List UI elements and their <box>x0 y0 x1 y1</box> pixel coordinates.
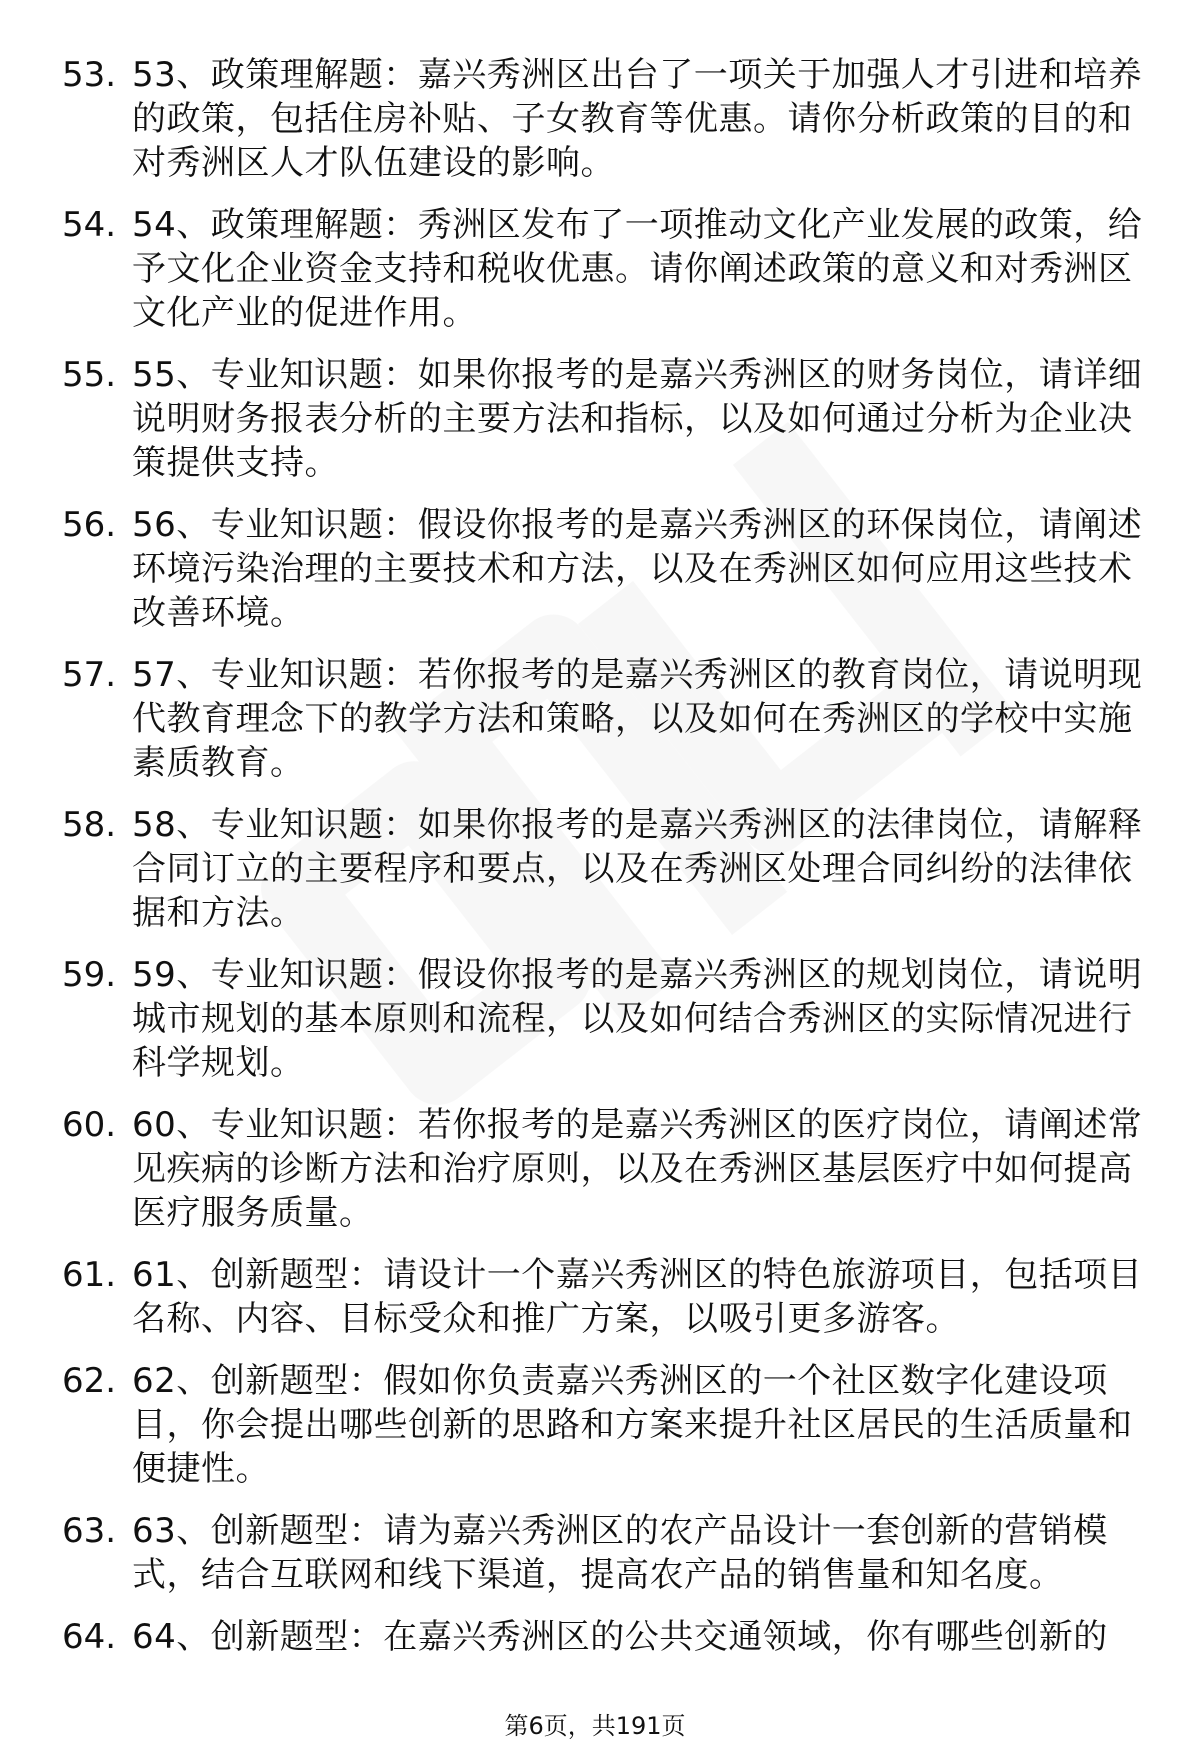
item-number: 56. <box>62 505 117 545</box>
list-item <box>62 1509 1160 1597</box>
question-text: 63、创新题型：请为嘉兴秀洲区的农产品设计一套创新的营销模式，结合互联网和线下渠道，提高农产品的销售量和知名度。 <box>132 1511 1108 1595</box>
item-number: 54. <box>62 205 117 245</box>
list-item <box>62 503 1160 635</box>
list-item <box>62 1103 1160 1235</box>
question-text: 53、政策理解题：嘉兴秀洲区出台了一项关于加强人才引进和培养的政策，包括住房补贴、子女教育等优惠。请你分析政策的目的和对秀洲区人才队伍建设的影响。 <box>132 55 1143 183</box>
page-number-label: 第6页，共191页 <box>504 1712 686 1740</box>
item-number: 53. <box>62 55 117 95</box>
list-item <box>62 1615 1160 1659</box>
list-item <box>62 53 1160 185</box>
question-text: 60、专业知识题：若你报考的是嘉兴秀洲区的医疗岗位，请阐述常见疾病的诊断方法和治疗原则，以及在秀洲区基层医疗中如何提高医疗服务质量。 <box>132 1105 1143 1233</box>
question-text: 61、创新题型：请设计一个嘉兴秀洲区的特色旅游项目，包括项目名称、内容、目标受众和推广方案，以吸引更多游客。 <box>132 1255 1143 1339</box>
question-text: 58、专业知识题：如果你报考的是嘉兴秀洲区的法律岗位，请解释合同订立的主要程序和要点，以及在秀洲区处理合同纠纷的法律依据和方法。 <box>132 805 1143 933</box>
list-item <box>62 953 1160 1085</box>
question-text: 57、专业知识题：若你报考的是嘉兴秀洲区的教育岗位，请说明现代教育理念下的教学方法和策略，以及如何在秀洲区的学校中实施素质教育。 <box>132 655 1143 783</box>
question-text: 64、创新题型：在嘉兴秀洲区的公共交通领域，你有哪些创新的 <box>132 1617 1108 1657</box>
list-item <box>62 353 1160 485</box>
question-text: 54、政策理解题：秀洲区发布了一项推动文化产业发展的政策，给予文化企业资金支持和税收优惠。请你阐述政策的意义和对秀洲区文化产业的促进作用。 <box>132 205 1143 333</box>
item-number: 63. <box>62 1511 117 1551</box>
item-number: 61. <box>62 1255 117 1295</box>
question-text: 62、创新题型：假如你负责嘉兴秀洲区的一个社区数字化建设项目，你会提出哪些创新的思路和方案来提升社区居民的生活质量和便捷性。 <box>132 1361 1133 1489</box>
question-text: 56、专业知识题：假设你报考的是嘉兴秀洲区的环保岗位，请阐述环境污染治理的主要技术和方法，以及在秀洲区如何应用这些技术改善环境。 <box>132 505 1143 633</box>
list-item <box>62 653 1160 785</box>
item-number: 58. <box>62 805 117 845</box>
list-item <box>62 1359 1160 1491</box>
question-text: 59、专业知识题：假设你报考的是嘉兴秀洲区的规划岗位，请说明城市规划的基本原则和流程，以及如何结合秀洲区的实际情况进行科学规划。 <box>132 955 1143 1083</box>
item-number: 60. <box>62 1105 117 1145</box>
question-list <box>62 53 1160 1677</box>
item-number: 57. <box>62 655 117 695</box>
item-number: 59. <box>62 955 117 995</box>
item-number: 55. <box>62 355 117 395</box>
list-item <box>62 203 1160 335</box>
list-item <box>62 803 1160 935</box>
question-text: 55、专业知识题：如果你报考的是嘉兴秀洲区的财务岗位，请详细说明财务报表分析的主要方法和指标，以及如何通过分析为企业决策提供支持。 <box>132 355 1143 483</box>
page-footer <box>0 1711 1190 1741</box>
list-item <box>62 1253 1160 1341</box>
item-number: 64. <box>62 1617 117 1657</box>
item-number: 62. <box>62 1361 117 1401</box>
